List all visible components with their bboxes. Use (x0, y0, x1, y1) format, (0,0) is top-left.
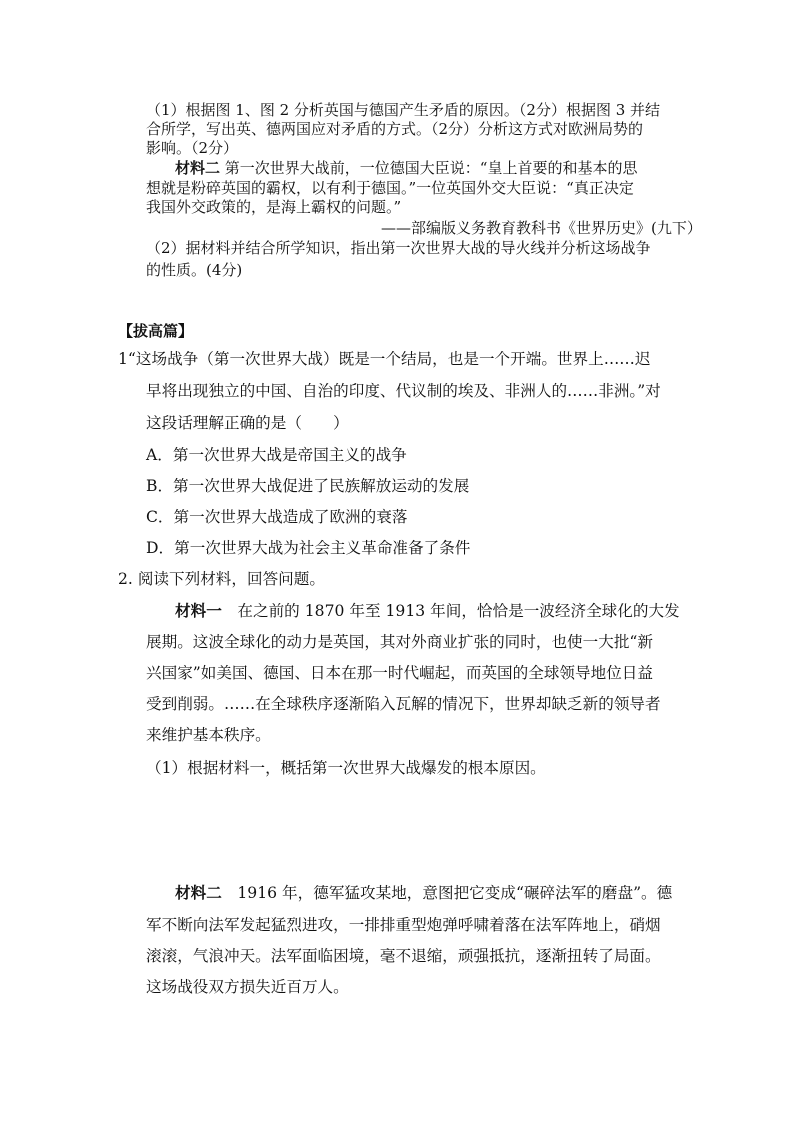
material-2-line-3: 我国外交政策的，是海上霸权的问题。” (146, 198, 402, 216)
q2-line-2: 的性质。(4分) (146, 261, 243, 279)
option-d: D．第一次世界大战为社会主义革命准备了条件 (146, 539, 471, 557)
question-1-line-2: 早将出现独立的中国、自治的印度、代议制的埃及、非洲人的……非洲。”对 (146, 382, 661, 400)
q2-material-1-line-3: 兴国家”如美国、德国、日本在那一时代崛起，而英国的全球领导地位日益 (146, 664, 653, 682)
material-2-title: 材料二 (175, 159, 221, 177)
q2-material-1-line-4: 受到削弱。……在全球秩序逐渐陷入瓦解的情况下，世界却缺乏新的领导者 (146, 695, 661, 713)
q2-material-1-line-1 (175, 596, 680, 626)
q2-material-1-title: 材料一 (175, 601, 222, 620)
q1-line-1: （1）根据图 1、图 2 分析英国与德国产生矛盾的原因。（2分）根据图 3 并结 (146, 101, 661, 119)
q1-line-2: 合所学，写出英、德两国应对矛盾的方式。（2分）分析这方式对欧洲局势的 (146, 120, 644, 138)
q1-line-3: 影响。（2分） (146, 139, 239, 157)
q2-material-1-line-2: 展期。这波全球化的动力是英国，其对外商业扩张的同时，也使一大批“新 (146, 633, 653, 651)
q2-material-2-line-2: 军不断向法军发起猛烈进攻，一排排重型炮弹呼啸着落在法军阵地上，硝烟 (146, 916, 661, 934)
q2-material-1-text-1: 在之前的 1870 年至 1913 年间，恰恰是一波经济全球化的大发 (237, 602, 680, 620)
q2-material-1-line-5: 来维护基本秩序。 (146, 726, 271, 744)
material-2-line-1 (175, 157, 637, 179)
material-2-text-1: 第一次世界大战前，一位德国大臣说：“皇上首要的和基本的思 (224, 159, 638, 177)
question-1-line-3: 这段话理解正确的是（ ） (146, 414, 349, 432)
question-1-line-1: 1“这场战争（第一次世界大战）既是一个结局，也是一个开端。世界上……迟 (118, 350, 651, 368)
option-b: B．第一次世界大战促进了民族解放运动的发展 (146, 477, 470, 495)
q2-material-2-line-1 (175, 878, 672, 908)
material-2-source: ——部编版义务教育教科书《世界历史》(九下） (381, 219, 702, 237)
question-2-stem: 2. 阅读下列材料，回答问题。 (118, 570, 325, 588)
q2-material-2-title: 材料二 (175, 883, 222, 902)
option-a: A．第一次世界大战是帝国主义的战争 (146, 446, 407, 464)
q2-line-1: （2）据材料并结合所学知识，指出第一次世界大战的导火线并分析这场战争 (146, 239, 651, 257)
q2-material-2-text-1: 1916 年，德军猛攻某地，意图把它变成“碾碎法军的磨盘”。德 (237, 884, 673, 902)
q2-material-2-line-3: 滚滚，气浪冲天。法军面临困境，毫不退缩，顽强抵抗，逐渐扭转了局面。 (146, 947, 661, 965)
q2-material-2-line-4: 这场战役双方损失近百万人。 (146, 978, 349, 996)
q2-sub-question-1: （1）根据材料一，概括第一次世界大战爆发的根本原因。 (146, 759, 546, 777)
section-title: 【拔高篇】 (118, 322, 194, 340)
option-c: C．第一次世界大战造成了欧洲的衰落 (146, 508, 408, 526)
material-2-line-2: 想就是粉碎英国的霸权，以有利于德国。”一位英国外交大臣说：“真正决定 (146, 179, 634, 197)
